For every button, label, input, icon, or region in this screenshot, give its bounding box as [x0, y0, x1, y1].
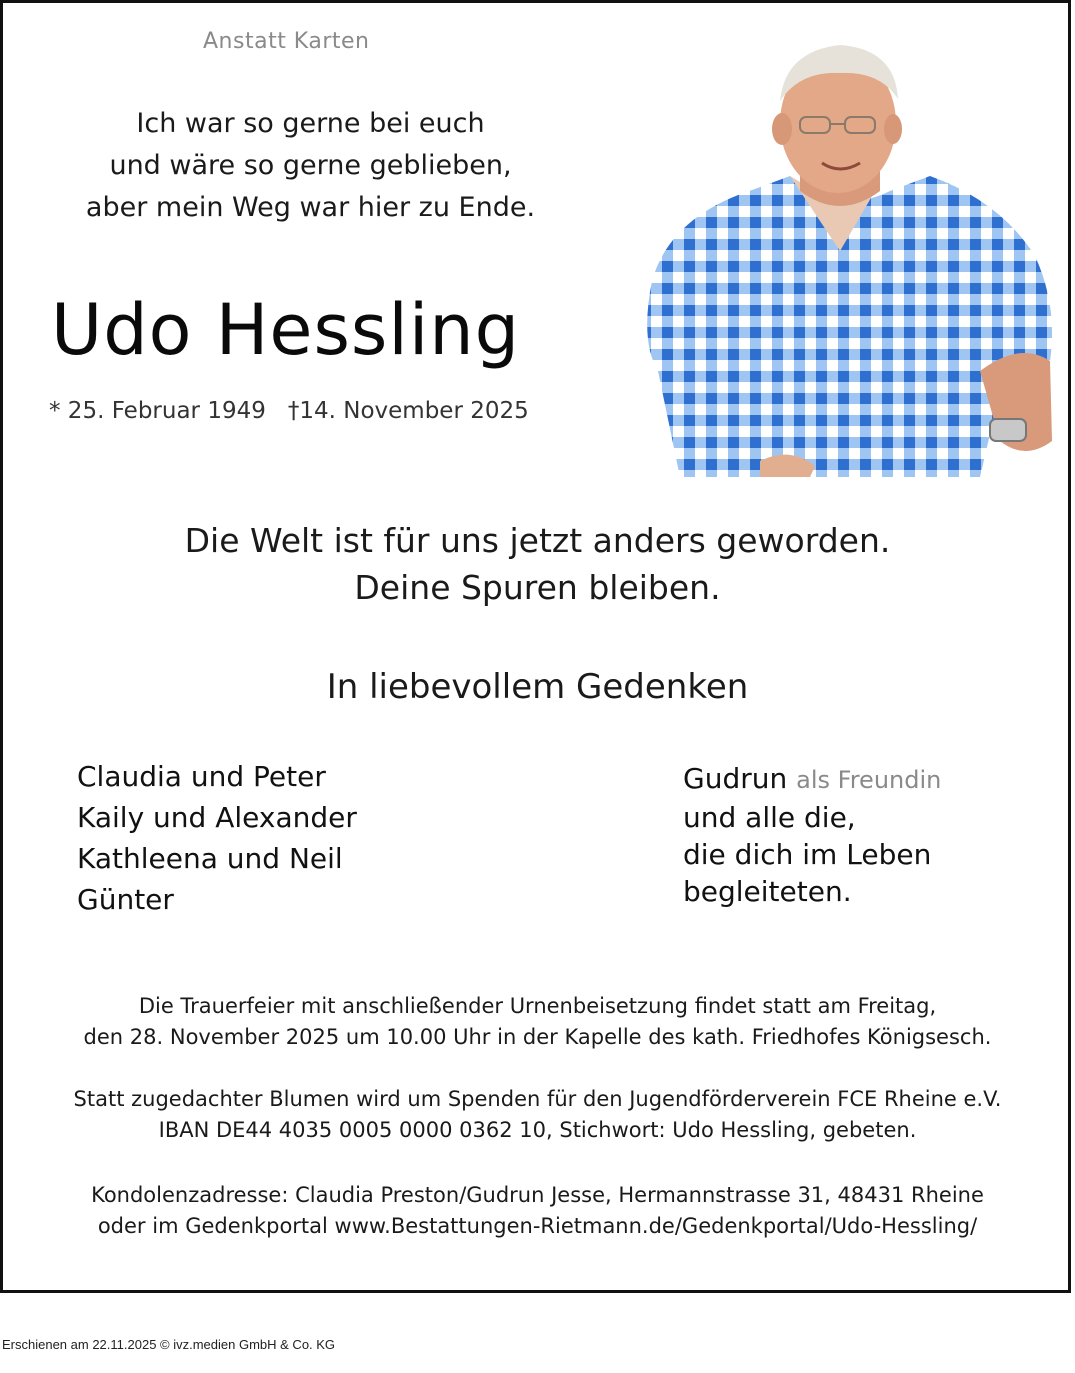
- death-date: †14. November 2025: [287, 398, 529, 424]
- birth-date: * 25. Februar 1949: [49, 398, 266, 424]
- mourner-name: Gudrun: [683, 762, 788, 795]
- poem-line: aber mein Weg war hier zu Ende.: [85, 192, 536, 223]
- mourner-gudrun: [683, 762, 941, 795]
- family-member: Claudia und Peter: [77, 760, 326, 793]
- poem-line: und wäre so gerne geblieben,: [109, 150, 512, 181]
- mourner-line: und alle die,: [683, 801, 856, 834]
- funeral-info: Die Trauerfeier mit anschließender Urnenbeisetzung findet statt am Freitag,: [138, 994, 937, 1018]
- publication-footer: Erschienen am 22.11.2025 © ivz.medien GmbH & Co. KG: [2, 1337, 336, 1352]
- motto-line: Deine Spuren bleiben.: [354, 568, 721, 607]
- poem-line: Ich war so gerne bei euch: [136, 108, 485, 139]
- mourner-note: als Freundin: [796, 766, 942, 794]
- condolence-info: Kondolenzadresse: Claudia Preston/Gudrun Jesse, Hermannstrasse 31, 48431 Rheine: [91, 1183, 984, 1207]
- donation-info: IBAN DE44 4035 0005 0000 0362 10, Stichwort: Udo Hessling, gebeten.: [158, 1118, 917, 1142]
- condolence-info: oder im Gedenkportal www.Bestattungen-Rietmann.de/Gedenkportal/Udo-Hessling/: [97, 1214, 978, 1238]
- portrait-photo: [640, 41, 1055, 477]
- life-dates: [49, 398, 529, 424]
- motto-line: Die Welt ist für uns jetzt anders geworden.: [184, 521, 891, 560]
- family-member: Kathleena und Neil: [77, 842, 343, 875]
- funeral-info: den 28. November 2025 um 10.00 Uhr in der Kapelle des kath. Friedhofes Königsesch.: [83, 1025, 992, 1049]
- memorial-heading: In liebevollem Gedenken: [326, 667, 749, 707]
- mourner-line: begleiteten.: [683, 875, 852, 908]
- donation-info: Statt zugedachter Blumen wird um Spenden für den Jugendförderverein FCE Rheine e.V.: [73, 1087, 1002, 1111]
- family-member: Günter: [77, 883, 174, 916]
- mourner-line: die dich im Leben: [683, 838, 932, 871]
- deceased-name: Udo Hessling: [51, 289, 521, 371]
- family-member: Kaily und Alexander: [77, 801, 357, 834]
- header-note: Anstatt Karten: [203, 29, 370, 54]
